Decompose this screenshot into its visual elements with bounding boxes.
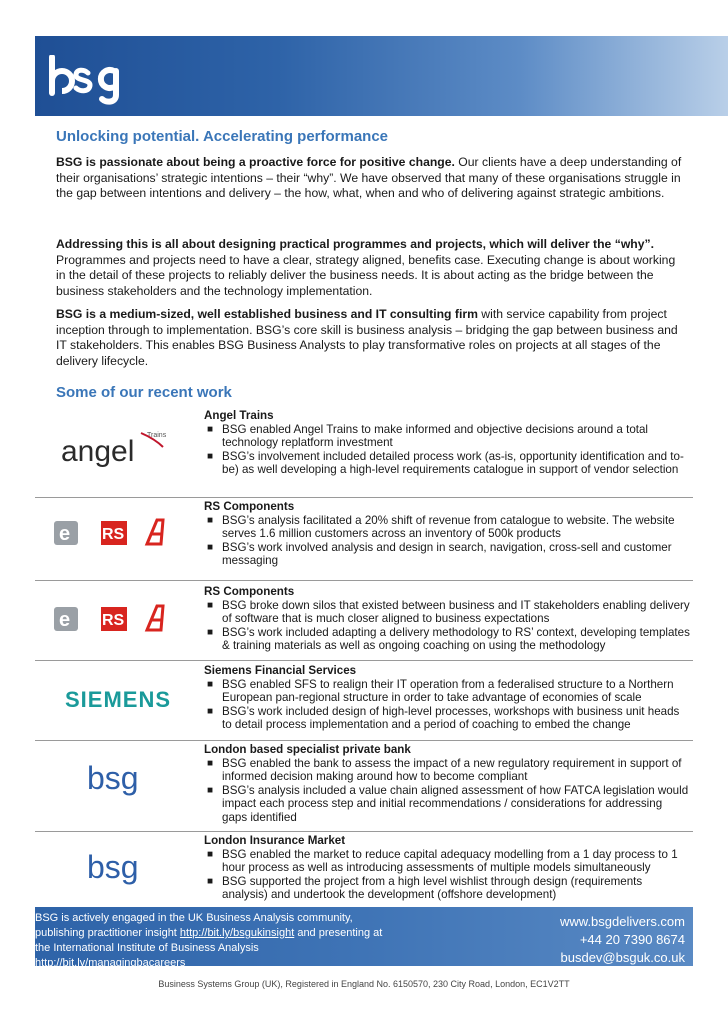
careers-link[interactable]: http://bit.ly/managingbacareers	[35, 957, 186, 969]
para-bold: BSG is a medium-sized, well established business and IT consulting firm	[56, 307, 478, 321]
website-link[interactable]: www.bsgdelivers.com	[560, 914, 685, 929]
work-desc	[204, 585, 690, 653]
angel-logo-text: angel	[61, 435, 135, 468]
para-text: Programmes and projects need to have a clear, strategy aligned, benefits case. Executing change is about working in the detail of these projects to reliably deliver the business needs. It is about acting as the bridge between the business stakeholders and the technology implementation.	[56, 252, 676, 298]
work-desc	[204, 743, 690, 825]
bullet-text: BSG enabled the market to reduce capital adequacy modelling from a 1 day process to 1 hour process as well as introducing assessments of multiple models simultaneously	[222, 847, 678, 875]
intro-paragraph-3	[56, 307, 682, 369]
work-desc	[204, 409, 690, 477]
rs-components-logo	[35, 500, 200, 580]
bsg-logo	[48, 55, 128, 107]
phone-number: +44 20 7390 8674	[579, 932, 685, 947]
bsg-small-logo	[35, 834, 200, 906]
work-title: Siemens Financial Services	[204, 664, 357, 677]
para-bold: BSG is passionate about being a proactive force for positive change.	[56, 155, 455, 169]
work-desc	[204, 664, 690, 732]
bsg-small-logo	[35, 743, 200, 831]
work-bullet: ■ BSG’s analysis included a value chain aligned assessment of how FATCA legislation would impact each process step and initial recommendations / considerations for addressing gaps identified	[207, 783, 689, 824]
work-bullet: ■ BSG enabled SFS to realign their IT operation from a federalised structure to a Northern European pan-regional structure in order to take advantage of economies of scale	[207, 677, 674, 705]
work-item-private-bank	[35, 743, 693, 832]
footer-line-2-pre: publishing practitioner insight	[35, 927, 180, 939]
work-title: RS Components	[204, 500, 295, 513]
svg-text:e: e	[59, 523, 71, 545]
para-text: Our clients have a deep understanding of their organisations’ strategic intentions – their “why”. We have observed that many of these organisations struggle in the gap between intentions and delivery – the how, what, when and who of delivering against strategic ambitions.	[56, 155, 682, 200]
footer-line-2-post: and presenting at	[294, 927, 383, 939]
work-item-insurance-market	[35, 834, 693, 906]
bullet-text: BSG’s work included design of high-level processes, workshops with business unit heads to detail process implementation and a period of coaching to embed the change	[222, 704, 680, 732]
bullet-text: BSG enabled the bank to assess the impact of a new regulatory requirement in support of informed decision making around how to become compliant	[222, 756, 682, 784]
work-item-rs-components-1	[35, 500, 693, 581]
siemens-logo	[35, 664, 200, 740]
work-item-siemens	[35, 664, 693, 741]
footer-community-text	[35, 911, 425, 971]
header-banner	[35, 36, 728, 116]
bullet-text: BSG broke down silos that existed between business and IT stakeholders enabling delivery of software that is much closer aligned to business expectations	[222, 598, 690, 626]
work-item-rs-components-2	[35, 585, 693, 661]
work-title: London Insurance Market	[204, 834, 346, 847]
bullet-text: BSG’s analysis included a value chain aligned assessment of how FATCA legislation would impact each process step and initial recommendations / considerations for addressing gaps identified	[222, 783, 689, 824]
para-bold: Addressing this is all about designing practical programmes and projects, which will deliver the “why”.	[56, 237, 654, 251]
work-title: London based specialist private bank	[204, 743, 411, 756]
work-item-angel-trains	[35, 409, 693, 498]
rs-logo-text: RS	[102, 612, 125, 629]
work-bullet: ■ BSG supported the project from a high level wishlist through design (requirements analysis) and undertook the development (offshore development)	[207, 874, 643, 902]
email-link[interactable]: busdev@bsguk.co.uk	[560, 950, 685, 965]
angel-logo-sub: Trains	[147, 432, 167, 439]
work-title: Angel Trains	[204, 409, 274, 422]
angel-trains-logo	[35, 409, 200, 497]
work-bullet: ■ BSG’s work included design of high-level processes, workshops with business unit heads to detail process implementation and a period of coaching to embed the change	[207, 704, 680, 732]
legal-notice: Business Systems Group (UK), Registered in England No. 6150570, 230 City Road, London, EC1V2TT	[158, 979, 570, 989]
work-bullet: ■ BSG’s involvement included detailed process work (as-is, opportunity identification and to-be) as well developing a high-level requirements catalogue in support of vendor selection	[207, 449, 684, 477]
work-bullet: ■ BSG’s work involved analysis and design in search, navigation, cross-sell and customer messaging	[207, 540, 672, 568]
bullet-text: BSG’s involvement included detailed process work (as-is, opportunity identification and to-be) as well developing a high-level requirements catalogue in support of vendor selection	[222, 449, 684, 477]
work-bullet: ■ BSG enabled the market to reduce capital adequacy modelling from a 1 day process to 1 hour process as well as introducing assessments of multiple models simultaneously	[207, 847, 678, 875]
rs-logo-text: RS	[102, 526, 125, 543]
bullet-text: BSG supported the project from a high level wishlist through design (requirements analysis) and undertook the development (offshore development)	[222, 874, 643, 902]
work-title: RS Components	[204, 585, 295, 598]
recent-work-heading: Some of our recent work	[56, 384, 232, 401]
work-bullet: ■ BSG’s work included adapting a delivery methodology to RS’ context, developing templates & training materials as well as ongoing coaching on using the methodology	[207, 625, 690, 653]
siemens-logo-text: SIEMENS	[65, 687, 172, 712]
intro-paragraph-1	[56, 155, 682, 202]
footer-line-3: the International Institute of Business Analysis	[35, 942, 259, 954]
para-text: with service capability from project inception through to implementation. BSG’s core skill is business analysis – bridging the gap between business and IT stakeholders. This enables BSG Business Analysts to play transformative roles on projects at all stages of the delivery lifecycle.	[56, 307, 678, 368]
footer-line-2	[35, 926, 425, 941]
bullet-text: BSG’s work involved analysis and design in search, navigation, cross-sell and customer messaging	[222, 540, 672, 568]
bullet-text: BSG enabled Angel Trains to make informed and objective decisions around a total technology replatform investment	[222, 422, 649, 450]
footer-line-1: BSG is actively engaged in the UK Business Analysis community,	[35, 912, 353, 924]
bsg-logo-text: bsg	[87, 849, 139, 885]
work-bullet: ■ BSG broke down silos that existed between business and IT stakeholders enabling delivery of software that is much closer aligned to business expectations	[207, 598, 690, 626]
bullet-text: BSG’s analysis facilitated a 20% shift of revenue from catalogue to website. The website serves 1.6 million customers across an inventory of 500k products	[222, 513, 675, 541]
work-bullet: ■ BSG enabled the bank to assess the impact of a new regulatory requirement in support of informed decision making around how to become compliant	[207, 756, 682, 784]
work-desc	[204, 500, 690, 568]
footer-contact	[485, 913, 685, 967]
rs-components-logo	[35, 585, 200, 660]
intro-paragraph-2	[56, 237, 682, 299]
work-desc	[204, 834, 690, 902]
bullet-text: BSG enabled SFS to realign their IT operation from a federalised structure to a Northern European pan-regional structure in order to take advantage of economies of scale	[222, 677, 674, 705]
bsg-logo-text: bsg	[87, 760, 139, 796]
work-bullet: ■ BSG enabled Angel Trains to make informed and objective decisions around a total technology replatform investment	[207, 422, 649, 450]
work-bullet: ■ BSG’s analysis facilitated a 20% shift of revenue from catalogue to website. The website serves 1.6 million customers across an inventory of 500k products	[207, 513, 675, 541]
svg-text:e: e	[59, 609, 71, 631]
insight-link[interactable]: http://bit.ly/bsgukinsight	[179, 927, 295, 939]
footer-bar	[35, 907, 693, 969]
bullet-text: BSG’s work included adapting a delivery methodology to RS’ context, developing templates & training materials as well as ongoing coaching on using the methodology	[222, 625, 690, 653]
intro-heading: Unlocking potential. Accelerating performance	[56, 128, 389, 145]
